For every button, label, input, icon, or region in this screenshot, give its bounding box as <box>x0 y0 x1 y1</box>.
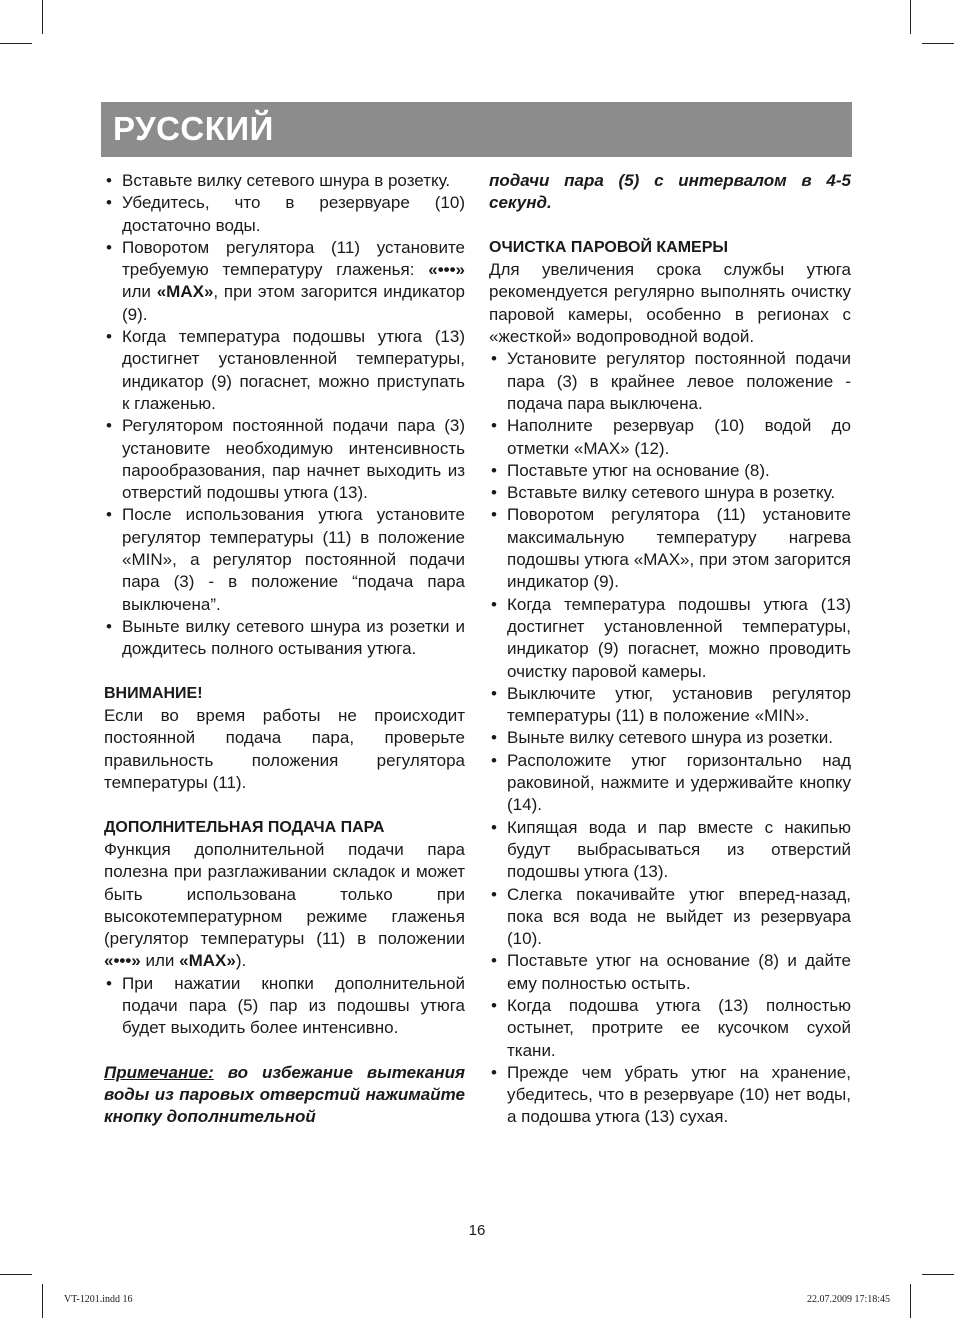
list-item: • Поставьте утюг на основание (8). <box>489 460 851 482</box>
instructions-list <box>104 170 465 661</box>
bullet-icon: • <box>106 193 112 213</box>
attention-heading: ВНИМАНИЕ! <box>104 684 203 702</box>
page-title: РУССКИЙ <box>113 110 274 147</box>
bullet-icon: • <box>491 728 497 748</box>
extra-steam-list <box>104 973 465 1040</box>
bullet-icon: • <box>491 460 497 480</box>
bullet-icon: • <box>491 951 497 971</box>
note-paragraph: Примечание: во избежание вытекания воды из паровых отверстий нажимайте кнопку дополнительной <box>104 1062 465 1127</box>
list-item: • Когда температура подошвы утюга (13) достигнет установленной температуры, индикатор (9) погаснет, можно проводить очистку паровой камеры. <box>491 594 851 681</box>
crop-mark <box>910 0 911 34</box>
cleaning-intro: Для увеличения срока службы утюга рекомендуется регулярно выполнять очистку паровой камеры, особенно в регионах с «жесткой» водопроводной водой. <box>489 260 851 347</box>
language-header <box>101 102 852 157</box>
bullet-icon: • <box>491 349 497 369</box>
crop-mark <box>922 1274 954 1275</box>
right-column <box>489 170 851 1129</box>
bullet-icon: • <box>106 616 112 636</box>
cleaning-list <box>489 348 851 1128</box>
bullet-icon: • <box>106 973 112 993</box>
list-item: • Когда подошва утюга (13) полностью остынет, протрите ее кусочком сухой ткани. <box>491 995 851 1060</box>
list-item: • Расположите утюг горизонтально над раковиной, нажмите и удерживайте кнопку (14). <box>491 750 851 815</box>
bullet-icon: • <box>106 505 112 525</box>
bullet-icon: • <box>491 594 497 614</box>
list-item: • Установите регулятор постоянной подачи пара (3) в крайнее левое положение - подача пара выключена. <box>491 349 851 413</box>
note-label: Примечание: <box>104 1062 214 1082</box>
extra-steam-paragraph: Функция дополнительной подачи пара полезна при разглаживании складок и может быть использована только при высокотемпературном режиме глаженья (регулятор температуры (11) в положении «•••» или «MAX»). <box>104 839 465 971</box>
attention-text: Если во время работы не происходит постоянной подача пара, проверьте правильность положения регулятора температуры (11). <box>104 706 465 793</box>
crop-mark <box>42 0 43 34</box>
list-item: • При нажатии кнопки дополнительной подачи пара (5) пар из подошвы утюга будет выходить более интенсивно. <box>106 973 465 1038</box>
list-item: • Убедитесь, что в резервуаре (10) достаточно воды. <box>106 193 465 235</box>
bullet-icon: • <box>106 171 112 190</box>
list-item: • Когда температура подошвы утюга (13) достигнет установленной температуры, индикатор (9) погаснет, можно приступать к глаженью. <box>106 327 465 413</box>
list-item: • Вставьте вилку сетевого шнура в розетку. <box>489 482 851 504</box>
note-continuation: подачи пара (5) с интервалом в 4-5 секунд. <box>489 171 851 213</box>
list-item: • Слегка покачивайте утюг вперед-назад, пока вся вода не выйдет из резервуара (10). <box>491 884 851 949</box>
crop-mark <box>922 43 954 44</box>
list-item: • Поставьте утюг на основание (8) и дайте ему полностью остыть. <box>491 951 851 993</box>
list-item: • Регулятором постоянной подачи пара (3) установите необходимую интенсивность парообразования, пар начнет выходить из отверстий подошвы утюга (13). <box>106 416 465 503</box>
list-item: • После использования утюга установите регулятор температуры (11) в положение «MIN», а регулятор постоянной подачи пара (3) - в положение “подача пара выключена”. <box>106 505 465 614</box>
crop-mark <box>0 1274 32 1275</box>
list-item: • Кипящая вода и пар вместе с накипью будут выбрасываться из отверстий подошвы утюга (13). <box>491 817 851 882</box>
crop-mark <box>0 43 32 44</box>
cleaning-heading: ОЧИСТКА ПАРОВОЙ КАМЕРЫ <box>489 238 729 256</box>
crop-mark <box>910 1284 911 1318</box>
bullet-icon: • <box>106 416 112 436</box>
list-item: • Выньте вилку сетевого шнура из розетки. <box>489 727 851 749</box>
bullet-icon: • <box>491 884 497 904</box>
list-item: • Прежде чем убрать утюг на хранение, убедитесь, что в резервуаре (10) нет воды, а подошва утюга (13) сухая. <box>491 1062 851 1127</box>
bullet-icon: • <box>106 327 112 347</box>
bullet-icon: • <box>491 416 497 436</box>
list-item: • Поворотом регулятора (11) установите требуемую температуру глаженья: «•••» или «MAX», при этом загорится индикатор (9). <box>106 237 465 324</box>
bullet-icon: • <box>491 683 497 703</box>
list-item: • Вставьте вилку сетевого шнура в розетку. <box>104 170 465 192</box>
list-item: • Выньте вилку сетевого шнура из розетки и дождитесь полного остывания утюга. <box>106 616 465 659</box>
footer-file-info: VT-1201.indd 16 <box>64 1294 133 1305</box>
bullet-icon: • <box>106 237 112 257</box>
bullet-icon: • <box>491 483 497 503</box>
page-number: 16 <box>468 1222 486 1239</box>
list-item: • Наполните резервуар (10) водой до отметки «MAX» (12). <box>491 416 851 458</box>
bullet-icon: • <box>491 995 497 1015</box>
extra-steam-heading: ДОПОЛНИТЕЛЬНАЯ ПОДАЧА ПАРА <box>104 818 385 836</box>
crop-mark <box>42 1284 43 1318</box>
list-item: • Поворотом регулятора (11) установите максимальную температуру нагрева подошвы утюга «MAX», при этом загорится индикатор (9). <box>491 505 851 592</box>
left-column <box>104 170 465 1129</box>
bullet-icon: • <box>491 1062 497 1082</box>
bullet-icon: • <box>491 817 497 837</box>
bullet-icon: • <box>491 750 497 770</box>
footer-timestamp: 22.07.2009 17:18:45 <box>806 1294 890 1305</box>
bullet-icon: • <box>491 505 497 525</box>
list-item: • Выключите утюг, установив регулятор температуры (11) в положение «MIN». <box>491 683 851 726</box>
